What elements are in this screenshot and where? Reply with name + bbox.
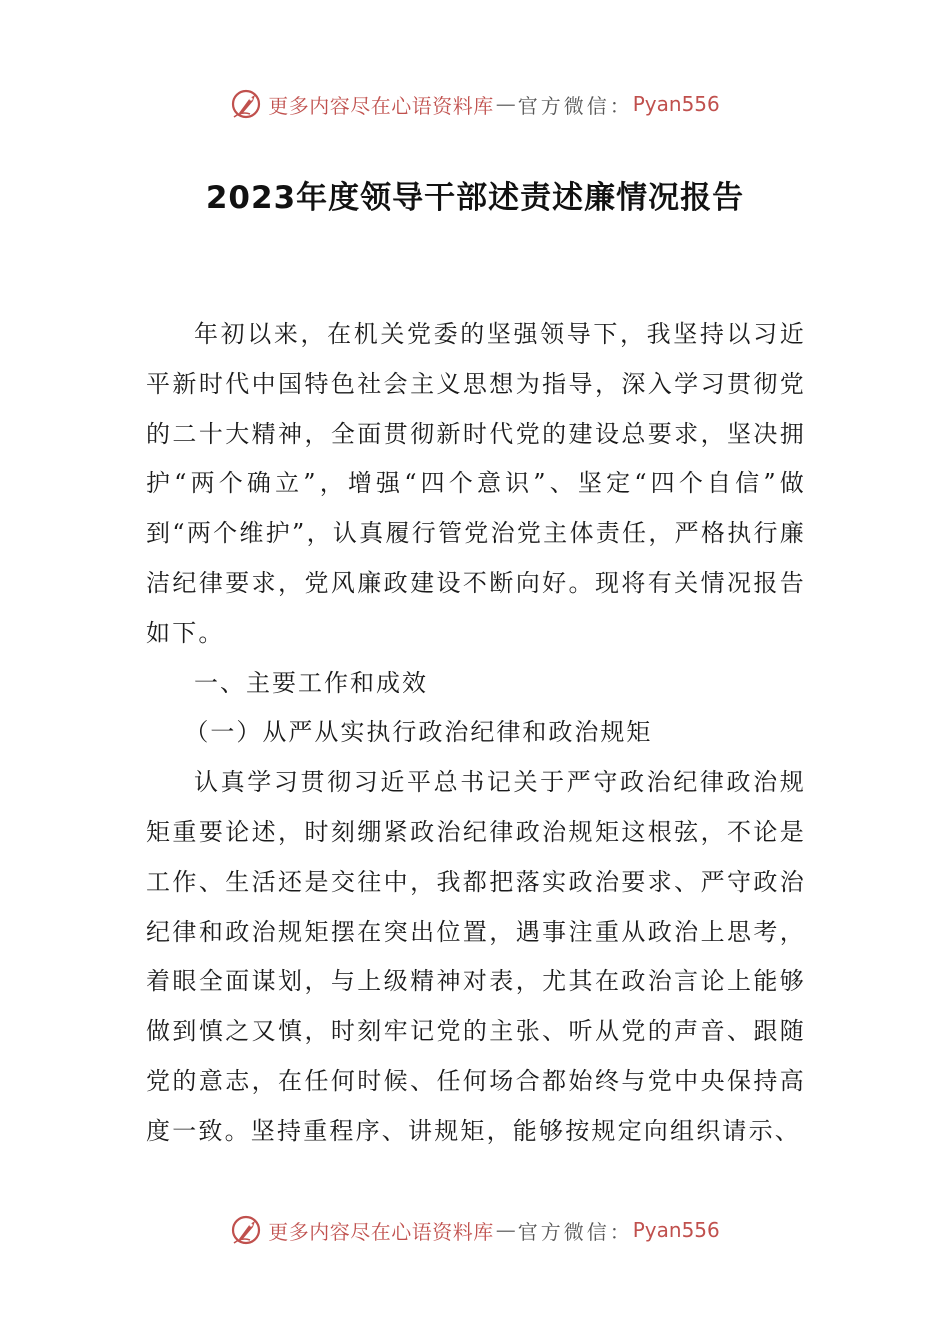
banner-site-name: 更多内容尽在心语资料库	[268, 1219, 494, 1244]
banner-dash: —	[495, 1218, 516, 1242]
document-title: 2023年度领导干部述责述廉情况报告	[205, 180, 745, 216]
banner-wechat-id: Pyan556	[632, 92, 720, 116]
banner-wechat-id: Pyan556	[632, 1218, 720, 1242]
banner-site-name: 更多内容尽在心语资料库	[268, 93, 494, 118]
document-body	[146, 310, 806, 1157]
pen-nib-logo-icon	[230, 87, 264, 121]
subsection-heading: （一）从严从实执行政治纪律和政治规矩	[184, 718, 653, 747]
banner-contact-label: 官方微信：	[517, 1219, 633, 1244]
section-heading: 一、主要工作和成效	[194, 668, 428, 697]
body-paragraph: 认真学习贯彻习近平总书记关于严守政治纪律政治规矩重要论述，时刻绷紧政治纪律政治规矩这根弦，不论是工作、生活还是交往中，我都把落实政治要求、严守政治纪律和政治规矩摆在突出位置，遇事注重从政治上思考，着眼全面谋划，与上级精神对表，尤其在政治言论上能够做到慎之又慎，时刻牢记党的主张、听从党的声音、跟随党的意志，在任何时候、任何场合都始终与党中央保持高度一致。坚持重程序、讲规矩，能够按规定向组织请示、	[146, 768, 806, 1145]
pen-nib-logo-icon	[230, 1213, 264, 1247]
banner-contact-label: 官方微信：	[517, 93, 633, 118]
banner-dash: —	[495, 92, 516, 116]
intro-paragraph: 年初以来，在机关党委的坚强领导下，我坚持以习近平新时代中国特色社会主义思想为指导，深入学习贯彻党的二十大精神，全面贯彻新时代党的建设总要求，坚决拥护“两个确立”，增强“四个意识”、坚定“四个自信”做到“两个维护”，认真履行管党治党主体责任，严格执行廉洁纪律要求，党风廉政建设不断向好。现将有关情况报告如下。	[146, 320, 806, 647]
footer-banner	[0, 1210, 950, 1250]
header-banner	[0, 84, 950, 124]
